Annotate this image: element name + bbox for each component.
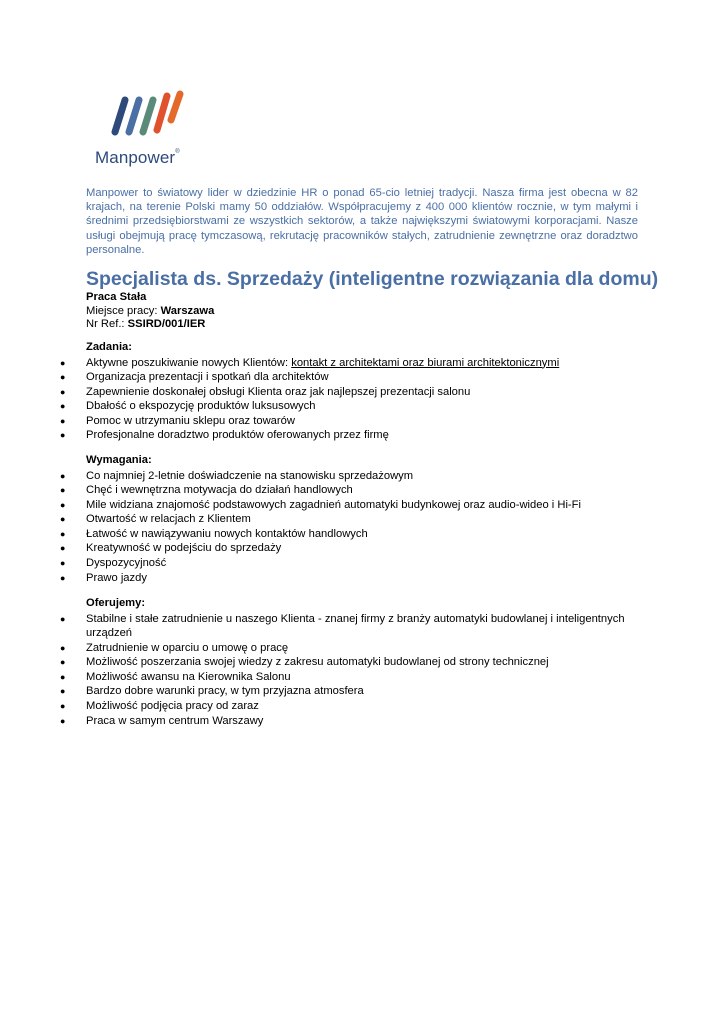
job-reference: Nr Ref.: SSIRD/001/IER [86, 318, 206, 330]
bullet-icon: ● [60, 528, 66, 539]
list-item: ● Praca w samym centrum Warszawy [60, 714, 264, 727]
list-item: ● Możliwość poszerzania swojej wiedzy z zakresu automatyki budowlanej od strony technicznej [60, 656, 549, 669]
list-item: ● Otwartość w relacjach z Klientem [60, 513, 251, 526]
manpower-wordmark [95, 148, 180, 168]
logo-name: Manpower [95, 148, 176, 167]
list-item: ● Aktywne poszukiwanie nowych Klientów: kontakt z architektami oraz biurami architektonicznymi [60, 356, 560, 369]
manpower-logo [95, 88, 205, 172]
registered-mark: ® [175, 149, 180, 155]
bullet-icon: ● [60, 415, 66, 426]
list-item: ● Możliwość awansu na Kierownika Salonu [60, 670, 291, 683]
list-item: ● Zatrudnienie w oparciu o umowę o pracę [60, 641, 289, 654]
list-item: ● Bardzo dobre warunki pracy, w tym przyjazna atmosfera [60, 685, 364, 698]
bullet-icon: ● [60, 686, 66, 697]
list-item: ● Chęć i wewnętrzna motywacja do działań handlowych [60, 484, 353, 497]
bullet-icon: ● [60, 657, 66, 668]
list-item: ● Łatwość w nawiązywaniu nowych kontaktów handlowych [60, 527, 368, 540]
bullet-icon: ● [60, 499, 66, 510]
bullet-icon: ● [60, 701, 66, 712]
bullet-icon: ● [60, 485, 66, 496]
bullet-icon: ● [60, 401, 66, 412]
bullet-icon: ● [60, 613, 66, 624]
list-item: ● Prawo jazdy [60, 571, 147, 584]
bullet-icon: ● [60, 572, 66, 583]
job-title: Specjalista ds. Sprzedaży (inteligentne rozwiązania dla domu) [86, 268, 659, 290]
bullet-icon: ● [60, 642, 66, 653]
company-intro: Manpower to światowy lider w dziedzinie HR o ponad 65-cio letniej tradycji. Nasza firma jest obecna w 82 krajach, na terenie Polski mamy 50 oddziałów. Współpracujemy z 400 000 klientów rocznie, w tym małymi i średnimi przedsiębiorstwami ze wszystkich sektorów, a także największymi światowymi korporacjami. Nasze usługi obejmują pracę tymczasową, rekrutację pracowników stałych, zatrudnienie zewnętrzne oraz doradztwo personalne. [86, 187, 638, 256]
section-wymagania [58, 453, 658, 585]
list-item: ● Pomoc w utrzymaniu sklepu oraz towarów [60, 414, 295, 427]
job-location: Miejsce pracy: Warszawa [86, 304, 215, 317]
section-heading: Oferujemy: [86, 597, 146, 609]
bullet-icon: ● [60, 470, 66, 481]
bullet-icon: ● [60, 372, 66, 383]
section-oferujemy [58, 596, 658, 728]
job-meta [86, 291, 214, 332]
bullet-icon: ● [60, 558, 66, 569]
manpower-logo-mark-icon [103, 90, 193, 138]
task-list [58, 356, 658, 444]
list-item: ● Zapewnienie doskonałej obsługi Klienta oraz jak najlepszej prezentacji salonu [60, 385, 471, 398]
list-item: ● Możliwość podjęcia pracy od zaraz [60, 700, 259, 713]
requirements-list [58, 469, 658, 586]
bullet-icon: ● [60, 514, 66, 525]
offer-list [58, 612, 658, 729]
list-item: ● Stabilne i stałe zatrudnienie u naszego Klienta - znanej firmy z branży automatyki budowlanej i inteligentnych urządzeń [60, 612, 625, 640]
bullet-icon: ● [60, 671, 66, 682]
job-type: Praca Stała [86, 291, 147, 303]
section-heading: Zadania: [86, 341, 133, 353]
list-item: ● Dbałość o ekspozycję produktów luksusowych [60, 400, 316, 413]
list-item: ● Dyspozycyjność [60, 557, 167, 570]
bullet-icon: ● [60, 543, 66, 554]
list-item: ● Co najmniej 2-letnie doświadczenie na stanowisku sprzedażowym [60, 469, 414, 482]
bullet-icon: ● [60, 430, 66, 441]
section-zadania [58, 340, 658, 443]
section-heading: Wymagania: [86, 454, 152, 466]
bullet-icon: ● [60, 715, 66, 726]
list-item: ● Organizacja prezentacji i spotkań dla architektów [60, 371, 329, 384]
list-item: ● Mile widziana znajomość podstawowych zagadnień automatyki budynkowej oraz audio-wideo i Hi-Fi [60, 498, 581, 511]
list-item: ● Kreatywność w podejściu do sprzedaży [60, 542, 282, 555]
bullet-icon: ● [60, 357, 66, 368]
list-item: ● Profesjonalne doradztwo produktów oferowanych przez firmę [60, 429, 389, 442]
bullet-icon: ● [60, 386, 66, 397]
underlined-text: kontakt z architektami oraz biurami architektonicznymi [291, 356, 560, 369]
